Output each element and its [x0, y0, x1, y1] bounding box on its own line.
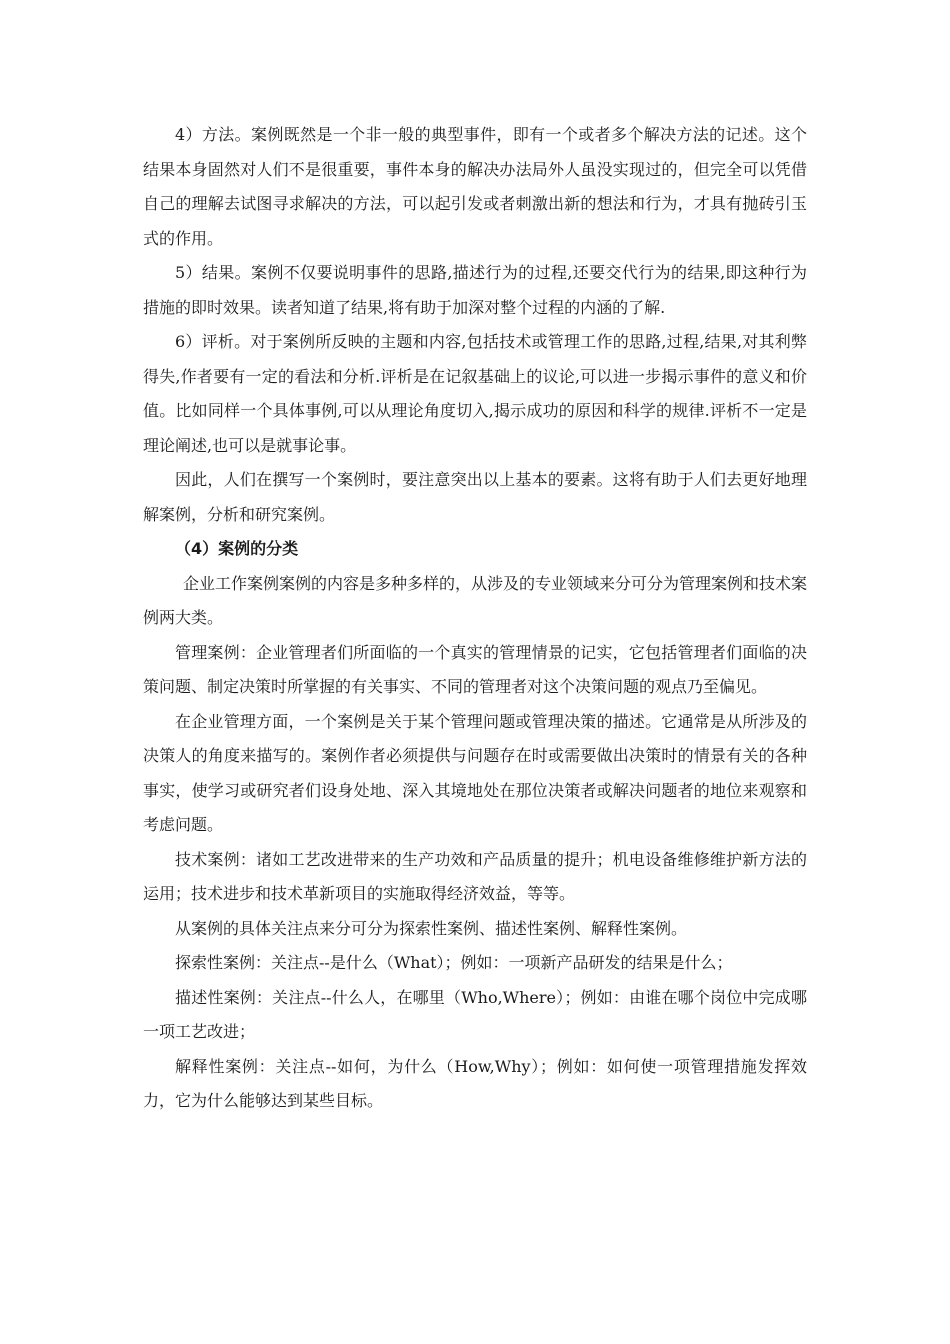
- paragraph-analysis: 6）评析。对于案例所反映的主题和内容,包括技术或管理工作的思路,过程,结果,对其利弊得失,作者要有一定的看法和分析.评析是在记叙基础上的议论,可以进一步揭示事件的意义和价值。比如同样一个具体事例,可以从理论角度切入,揭示成功的原因和科学的规律.评析不一定是理论阐述,也可以是就事论事。: [143, 332, 807, 455]
- paragraph-result: 5）结果。案例不仅要说明事件的思路,描述行为的过程,还要交代行为的结果,即这种行为措施的即时效果。读者知道了结果,将有助于加深对整个过程的内涵的了解.: [143, 263, 807, 317]
- paragraph-case-types: 企业工作案例案例的内容是多种多样的，从涉及的专业领域来分可分为管理案例和技术案例两大类。: [143, 573, 808, 627]
- document-body: [143, 118, 807, 1119]
- paragraph-explanatory-case: 解释性案例：关注点--如何，为什么（How,Why）；例如：如何使一项管理措施发挥效力，它为什么能够达到某些目标。: [143, 1056, 807, 1110]
- paragraph-method: 4）方法。案例既然是一个非一般的典型事件，即有一个或者多个解决方法的记述。这个结果本身固然对人们不是很重要，事件本身的解决办法局外人虽没实现过的，但完全可以凭借自己的理解去试图寻求解决的方法，可以起引发或者刺激出新的想法和行为，才具有抛砖引玉式的作用。: [143, 125, 807, 248]
- paragraph-management-case: 管理案例：企业管理者们所面临的一个真实的管理情景的记实，它包括管理者们面临的决策问题、制定决策时所掌握的有关事实、不同的管理者对这个决策问题的观点乃至偏见。: [143, 642, 807, 696]
- paragraph-summary: 因此，人们在撰写一个案例时，要注意突出以上基本的要素。这将有助于人们去更好地理解案例，分析和研究案例。: [143, 470, 807, 524]
- section-heading-classification: （4）案例的分类: [175, 539, 299, 558]
- paragraph-enterprise-management: 在企业管理方面，一个案例是关于某个管理问题或管理决策的描述。它通常是从所涉及的决策人的角度来描写的。案例作者必须提供与问题存在时或需要做出决策时的情景有关的各种事实，使学习或研究者们设身处地、深入其境地处在那位决策者或解决问题者的地位来观察和考虑问题。: [143, 711, 807, 834]
- paragraph-descriptive-case: 描述性案例：关注点--什么人，在哪里（Who,Where）；例如：由谁在哪个岗位中完成哪一项工艺改进；: [143, 987, 807, 1041]
- paragraph-technical-case: 技术案例：诸如工艺改进带来的生产功效和产品质量的提升；机电设备维修维护新方法的运用；技术进步和技术革新项目的实施取得经济效益，等等。: [143, 849, 807, 903]
- paragraph-exploratory-case: 探索性案例：关注点--是什么（What）；例如：一项新产品研发的结果是什么；: [175, 953, 733, 972]
- paragraph-focus-types: 从案例的具体关注点来分可分为探索性案例、描述性案例、解释性案例。: [175, 918, 688, 938]
